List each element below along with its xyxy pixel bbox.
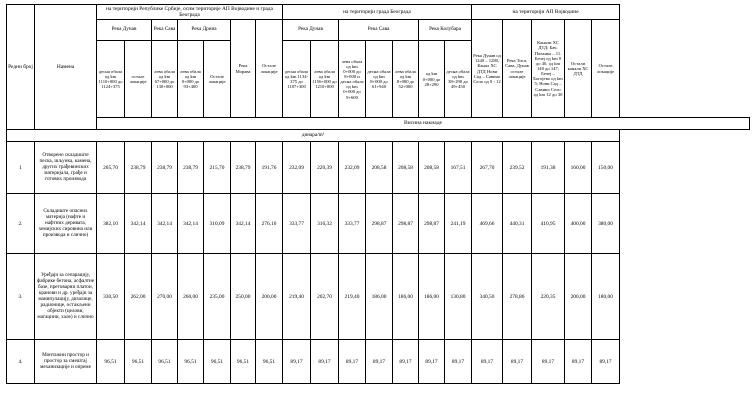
header-river-dunav-2: Река Дунав <box>283 20 339 41</box>
cell-value: 191,38 <box>532 142 565 194</box>
header-col-c8: десна обала од km 1134-375 до 1187+300 <box>283 41 311 118</box>
header-vojvodina-col-5: Остале локације <box>592 20 620 118</box>
cell-value: 238,79 <box>125 142 152 194</box>
cell-value: 89,17 <box>366 340 393 384</box>
row-number: 4. <box>7 340 35 384</box>
cell-value: 267,70 <box>472 142 503 194</box>
header-river-sava-2: Река Сава <box>339 20 419 41</box>
cell-value: 278,86 <box>503 254 532 340</box>
cell-value: 180,00 <box>592 254 620 340</box>
cell-value: 400,00 <box>565 194 592 254</box>
row-name: Складиште опасних материја (нафте и нафтних деривата, хемијских сировина или производа и сличнo) <box>35 194 97 254</box>
cell-value: 89,17 <box>592 340 620 384</box>
cell-value: 186,00 <box>419 254 445 340</box>
cell-value: 96,51 <box>125 340 152 384</box>
header-river-kolubara: Река Колубара <box>419 20 472 41</box>
cell-value: 265,70 <box>97 142 125 194</box>
cell-value: 89,17 <box>339 340 366 384</box>
cell-value: 89,17 <box>419 340 445 384</box>
cell-value: 220,39 <box>311 142 339 194</box>
header-row-groups <box>7 5 750 20</box>
cell-value: 342,14 <box>178 194 204 254</box>
cell-value: 219,40 <box>339 254 366 340</box>
cell-value: 238,79 <box>178 142 204 194</box>
header-col-c12: лева обала од km 8+000 до 52+000 <box>393 41 419 118</box>
header-river-sava-1: Река Сава <box>152 20 178 41</box>
cell-value: 333,77 <box>339 194 366 254</box>
cell-value: 89,17 <box>445 340 472 384</box>
cell-value: 238,79 <box>152 142 178 194</box>
header-col-c14: десна обала од km 38+290 до 49+450 <box>445 41 472 118</box>
cell-value: 239,52 <box>503 142 532 194</box>
row-number: 2. <box>7 194 35 254</box>
cell-value: 167,51 <box>445 142 472 194</box>
table-row <box>7 254 750 340</box>
header-group-srbija: на територији Републике Србије, осим територије АП Војводине и града Београда <box>97 5 283 20</box>
table-row <box>7 340 750 384</box>
header-col-c13: од km 0+000 до 28+290 <box>419 41 445 118</box>
cell-value: 262,00 <box>125 254 152 340</box>
row-number: 1 <box>7 142 35 194</box>
cell-value: 208,58 <box>393 142 419 194</box>
table-row <box>7 142 750 194</box>
cell-value: 232,09 <box>339 142 366 194</box>
cell-value: 186,00 <box>366 254 393 340</box>
fees-table <box>6 4 750 384</box>
cell-value: 89,17 <box>283 340 311 384</box>
header-col-c5: Остале локације <box>204 41 231 118</box>
cell-value: 276,10 <box>256 194 283 254</box>
cell-value: 89,17 <box>393 340 419 384</box>
cell-value: 89,17 <box>311 340 339 384</box>
header-col-c2: остале локације <box>125 41 152 118</box>
cell-value: 202,70 <box>311 254 339 340</box>
cell-value: 310,09 <box>204 194 231 254</box>
cell-value: 96,51 <box>97 340 125 384</box>
cell-value: 208,58 <box>419 142 445 194</box>
header-river-morava: Река Морава <box>231 20 256 118</box>
band-visina-naknade: Висина накнаде <box>97 118 750 130</box>
cell-value: 469,66 <box>472 194 503 254</box>
band-row-title <box>7 118 750 130</box>
cell-value: 260,00 <box>178 254 204 340</box>
cell-value: 215,70 <box>204 142 231 194</box>
cell-value: 235,00 <box>204 254 231 340</box>
cell-value: 270,00 <box>152 254 178 340</box>
header-vojvodina-col-3: Канали ХС ДТД; Бач. Паланка – 11. Бечеј од km 0 до 40, од km 140 до 147; Бечеј – Богојево од km 5; Нови Сад – Савино Село од km 12 до 30 <box>532 20 565 118</box>
header-namena: Намена <box>35 5 97 130</box>
row-number: 3. <box>7 254 35 340</box>
cell-value: 342,14 <box>231 194 256 254</box>
cell-value: 89,17 <box>532 340 565 384</box>
cell-value: 298,87 <box>393 194 419 254</box>
header-group-beograd: на територији града Београда <box>283 5 472 20</box>
cell-value: 241,19 <box>445 194 472 254</box>
cell-value: 382,10 <box>97 194 125 254</box>
cell-value: 96,51 <box>231 340 256 384</box>
row-name: Монтажни простор и простор за смештај механизације и опреме <box>35 340 97 384</box>
header-col-c11: десна обала од km 8+000 до 61+940 <box>366 41 393 118</box>
header-col-c3: лева обала од km 67+000 до 130+000 <box>152 41 178 118</box>
band-unit: динара/m² <box>7 130 620 142</box>
cell-value: 342,14 <box>152 194 178 254</box>
cell-value: 333,77 <box>283 194 311 254</box>
cell-value: 186,00 <box>393 254 419 340</box>
band-row-unit <box>7 130 750 142</box>
cell-value: 200,00 <box>565 254 592 340</box>
cell-value: 232,09 <box>283 142 311 194</box>
header-vojvodina-col-1: Река Дунав од 1240 – 1280, Канал ХС ДТД Нови Сад – Савино Село од 0 - 12 <box>472 20 503 118</box>
header-row-kilometers <box>7 41 750 118</box>
header-river-dunav-1: Река Дунав <box>97 20 152 41</box>
cell-value: 219,40 <box>283 254 311 340</box>
header-vojvodina-col-4: Остали канали ХС ДТД <box>565 20 592 118</box>
cell-value: 150,00 <box>592 142 620 194</box>
cell-value: 89,17 <box>472 340 503 384</box>
header-group-vojvodina: на територији АП Војводине <box>472 5 620 20</box>
cell-value: 342,14 <box>125 194 152 254</box>
cell-value: 330,50 <box>97 254 125 340</box>
cell-value: 191,76 <box>256 142 283 194</box>
cell-value: 298,87 <box>419 194 445 254</box>
cell-value: 440,31 <box>503 194 532 254</box>
header-redni-broj: Редни број <box>7 5 35 130</box>
cell-value: 208,58 <box>366 142 393 194</box>
header-col-c10: лева обала од km 0+000 до 8+000 и десна обала од km 0+000 до 9+600 <box>339 41 366 118</box>
cell-value: 96,51 <box>256 340 283 384</box>
cell-value: 96,51 <box>178 340 204 384</box>
header-col-c9: лева обала од km 1156+000 до 1210+000 <box>311 41 339 118</box>
cell-value: 89,17 <box>565 340 592 384</box>
cell-value: 410,95 <box>532 194 565 254</box>
header-vojvodina-col-2: Река Тиса, Сава, Дунав остале локације <box>503 20 532 118</box>
cell-value: 89,17 <box>503 340 532 384</box>
row-name: Отворено складиште песка, шљунка, камена, других грађевинских материјала, грађе и готових производа <box>35 142 97 194</box>
cell-value: 96,51 <box>152 340 178 384</box>
cell-value: 250,00 <box>231 254 256 340</box>
header-river-drina: Река Дрина <box>178 20 231 41</box>
cell-value: 200,00 <box>256 254 283 340</box>
cell-value: 316,32 <box>311 194 339 254</box>
header-row-rivers <box>7 20 750 41</box>
header-ostale-lokacije-1: Остале локације <box>256 20 283 118</box>
cell-value: 298,87 <box>366 194 393 254</box>
header-col-c1: десна обала од km 1110+000 до 1124+375 <box>97 41 125 118</box>
cell-value: 96,51 <box>204 340 231 384</box>
header-col-c4: лева обала од km 0+000 до 93+400 <box>178 41 204 118</box>
cell-value: 220,35 <box>532 254 565 340</box>
cell-value: 160,00 <box>565 142 592 194</box>
row-name: Уређаји за сепарацију, фабрике бетона, асфалтне базе, претоварни платои, кранови и др. уређаји за манипулацију, дизалице, радионице, остакљени објекти (целови, магацини, хале) и сличнo <box>35 254 97 340</box>
cell-value: 380,00 <box>592 194 620 254</box>
cell-value: 130,80 <box>445 254 472 340</box>
table-row <box>7 194 750 254</box>
cell-value: 238,79 <box>231 142 256 194</box>
cell-value: 340,50 <box>472 254 503 340</box>
